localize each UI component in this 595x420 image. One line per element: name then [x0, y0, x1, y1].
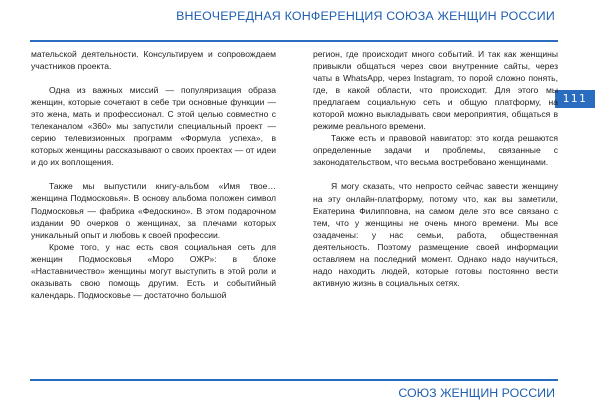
- page-number-tab: 111: [555, 90, 595, 108]
- paragraph: Кроме того, у нас есть своя социальная сеть для женщин Подмосковья «Моро ОЖР»: в блоке «Наставничество» женщины могут выступить в этой роли и оказывать свою помощь другим. Есть и событийный календарь. Подмосковье — достаточно большой: [31, 241, 276, 300]
- header-title: ВНЕОЧЕРЕДНАЯ КОНФЕРЕНЦИЯ СОЮЗА ЖЕНЩИН РОССИИ: [176, 9, 555, 23]
- header-divider: [30, 40, 558, 42]
- paragraph: Также мы выпустили книгу-альбом «Имя твое… женщина Подмосковья». В основу альбома положен символ Подмосковья — фабрика «Федоскино». В этом подарочном издании 90 очерков о женщинах, за плечами которых уникальный опыт и любовь к своей профессии.: [31, 181, 276, 240]
- paragraph: Одна из важных миссий — популяризация образа женщин, которые сочетают в себе три основные функции — это жена, мать и профессионал. С этой целью совместно с телеканалом «360» мы запустили специальный проект — серию телевизионных программ «Формула успеха», в которых женщины рассказывают о своих проектах — от идеи и до их воплощения.: [31, 85, 276, 168]
- paragraph: Я могу сказать, что непросто сейчас завести женщину на эту онлайн-платформу, потому что, как вы заметили, Екатерина Филипповна, на самом деле это все связано с тем, что у женщины не очень много времени. Мы все озадачены: у нас семьи, работа, общественная деятельность. Поэтому размещение своей информации оставляем на последний момент. Однако надо научиться, надо находить людей, которые готовы постоянно вести активную жизнь в социальных сетях.: [313, 181, 558, 288]
- right-column: [313, 48, 558, 289]
- left-column: [31, 48, 276, 301]
- footer-divider: [30, 379, 558, 381]
- paragraph: Также есть и правовой навигатор: это когда решаются определенные задачи и проблемы, связанные с законодательством, что весьма востребовано женщинами.: [313, 133, 558, 168]
- paragraph: регион, где происходит много событий. И так как женщины привыкли общаться через свои внутренние сайты, через чаты в WhatsApp, через Instagram, то порой сложно понять, где, в какой области, что происходит. Для этого мы предлагаем социальную сеть и общую платформу, на которой можно выкладывать свои мероприятия, общаться в режиме реального времени.: [313, 49, 558, 132]
- footer-title: СОЮЗ ЖЕНЩИН РОССИИ: [398, 386, 555, 400]
- paragraph: мательской деятельности. Консультируем и сопровождаем участников проекта.: [31, 49, 276, 72]
